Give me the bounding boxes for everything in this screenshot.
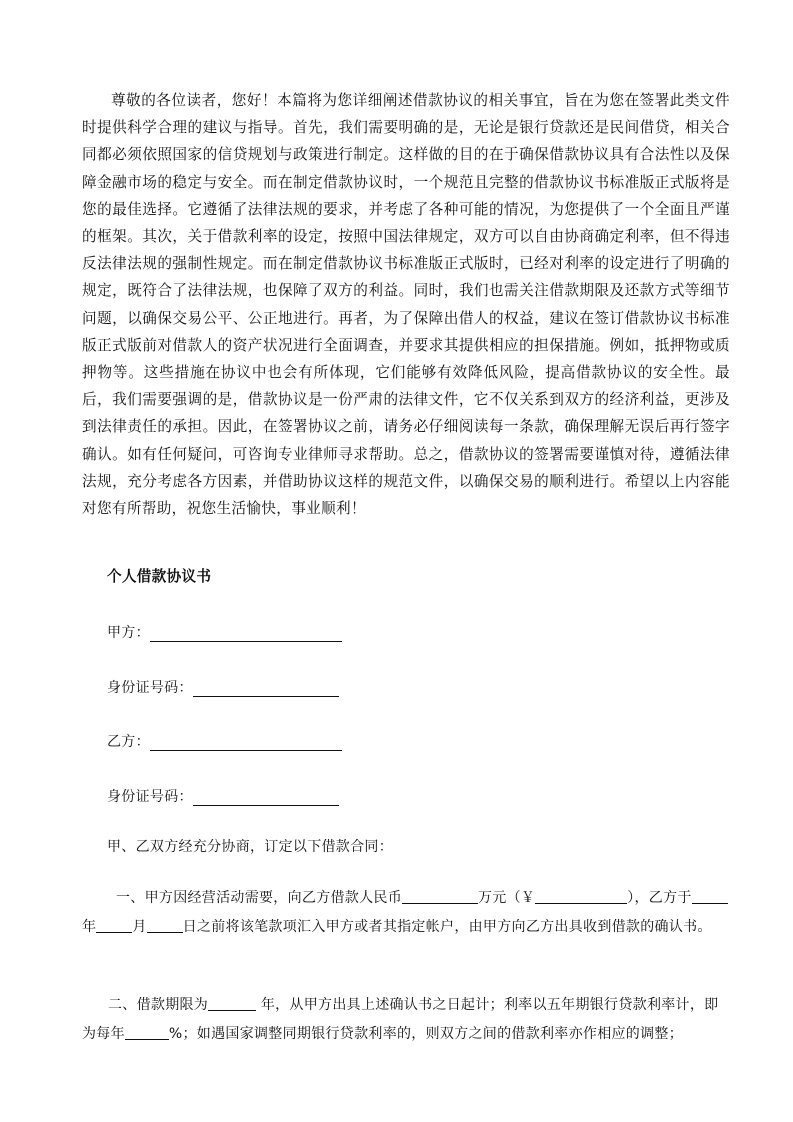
day-blank (147, 917, 183, 933)
agreement-title: 个人借款协议书 (107, 568, 212, 585)
clause-1-text-d: 年 (82, 919, 97, 935)
party-a-label: 甲方： (107, 625, 150, 641)
party-b-field (107, 729, 342, 751)
party-a-id-blank (193, 680, 339, 697)
loan-amount-figure-blank (535, 888, 627, 904)
party-a-id-field (107, 675, 339, 697)
intro-paragraph: 尊敬的各位读者，您好！本篇将为您详细阐述借款协议的相关事宜，旨在为您在签署此类文件时提供科学合理的建议与指导。首先，我们需要明确的是，无论是银行贷款还是民间借贷，相关合同都必须依照国家的信贷规划与政策进行制定。这样做的目的在于确保借款协议具有合法性以及保障金融市场的稳定与安全。而在制定借款协议时，一个规范且完整的借款协议书标准版正式版将是您的最佳选择。它遵循了法律法规的要求，并考虑了各种可能的情况，为您提供了一个全面且严谨的框架。其次，关于借款利率的设定，按照中国法律规定，双方可以自由协商确定利率，但不得违反法律法规的强制性规定。而在制定借款协议书标准版正式版时，已经对利率的设定进行了明确的规定，既符合了法律法规，也保障了双方的利益。同时，我们也需关注借款期限及还款方式等细节问题，以确保交易公平、公正地进行。再者，为了保障出借人的权益，建议在签订借款协议书标准版正式版前对借款人的资产状况进行全面调查，并要求其提供相应的担保措施。例如，抵押物或质押物等。这些措施在协议中也会有所体现，它们能够有效降低风险，提高借款协议的安全性。最后，我们需要强调的是，借款协议是一份严肃的法律文件，它不仅关系到双方的经济利益，更涉及到法律责任的承担。因此，在签署协议之前，请务必仔细阅读每一条款，确保理解无误后再行签字确认。如有任何疑问，可咨询专业律师寻求帮助。总之，借款协议的签署需要谨慎对待，遵循法律法规，充分考虑各方因素，并借助协议这样的规范文件，以确保交易的顺利进行。希望以上内容能对您有所帮助，祝您生活愉快，事业顺利！ (82, 92, 730, 518)
party-a-field (107, 620, 342, 642)
clause-2-text-b: 年，从甲方出具上述确认书之日起计；利率以五年期银行贷款利率计，即为每年 (82, 997, 719, 1042)
loan-term-blank (208, 995, 256, 1011)
interest-rate-blank (125, 1024, 169, 1040)
clause-1-text-a: 一、甲方因经营活动需要，向乙方借款人民币 (116, 890, 402, 906)
clause-1-text-f: 日之前将该笔款项汇入甲方或者其指定帐户，由甲方向乙方出具收到借款的确认书。 (182, 919, 712, 935)
clause-2-text-c: %；如遇国家调整同期银行贷款利率的，则双方之间的借款利率亦作相应的调整； (168, 1026, 684, 1042)
clause-1-text-e: 月 (132, 919, 147, 935)
clause-2-text-a: 二、借款期限为 (108, 997, 209, 1013)
party-b-id-blank (193, 789, 339, 806)
party-b-blank (150, 734, 342, 751)
loan-amount-blank (402, 888, 478, 904)
party-a-id-label: 身份证号码： (107, 680, 193, 696)
agreement-statement: 甲、乙双方经充分协商，订定以下借款合同： (107, 839, 393, 855)
clause-1-text-b: 万元（￥ (478, 890, 536, 906)
clause-1-text-c: ），乙方于 (627, 890, 692, 906)
party-b-label: 乙方： (107, 734, 150, 750)
month-blank (96, 917, 132, 933)
clause-1 (82, 884, 730, 942)
year-blank (692, 888, 728, 904)
party-b-id-field (107, 784, 339, 806)
party-b-id-label: 身份证号码： (107, 789, 193, 805)
clause-2 (82, 991, 730, 1049)
party-a-blank (150, 625, 342, 642)
